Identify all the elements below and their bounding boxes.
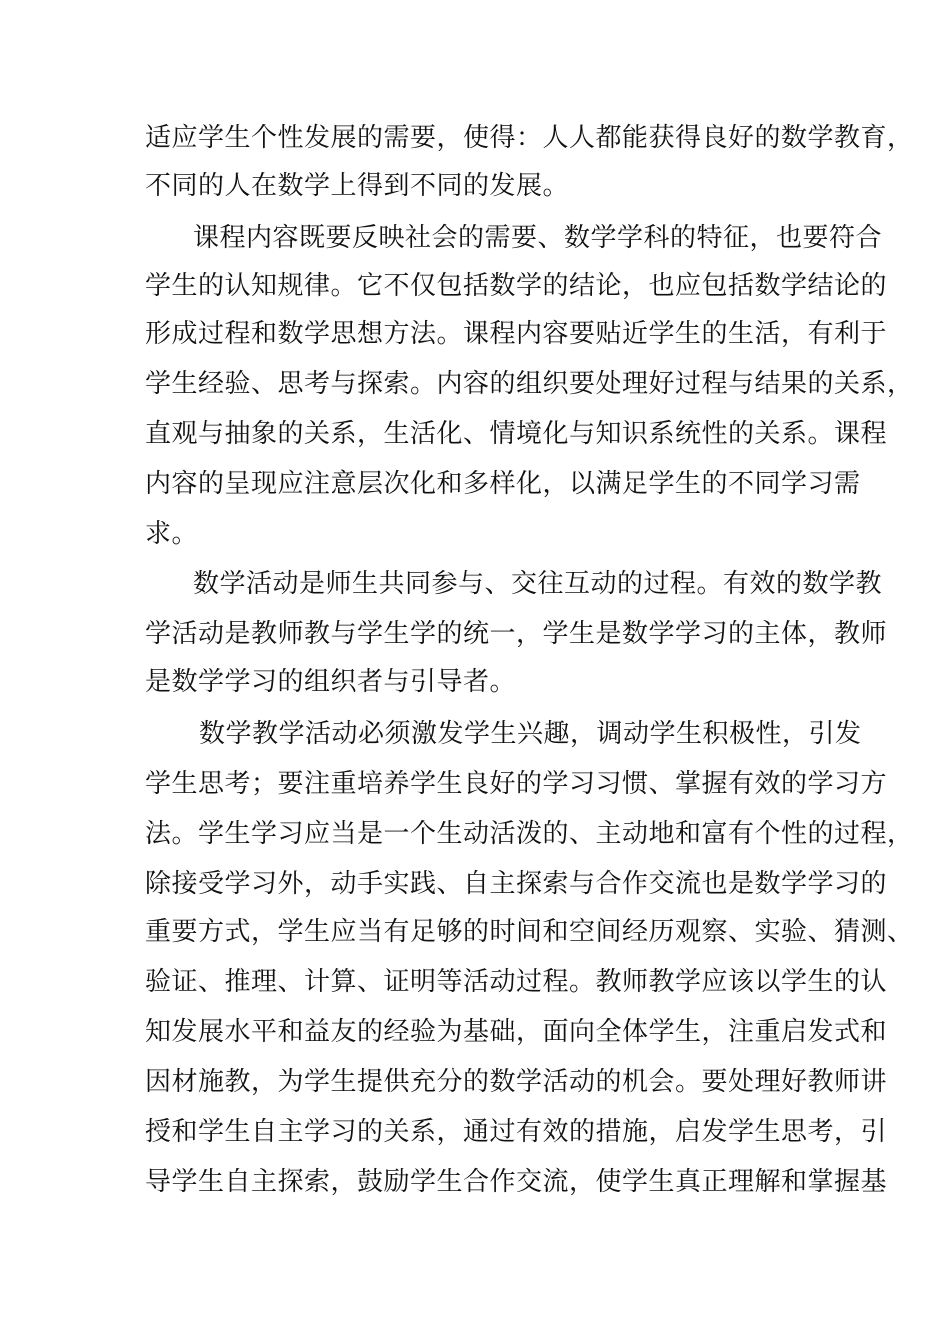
paragraph-3-line-2: 学活动是教师教与学生学的统一，学生是数学学习的主体，教师 (145, 619, 888, 649)
paragraph-3-line-3: 是数学学习的组织者与引导者。 (145, 667, 517, 697)
paragraph-4-line-1: 数学教学活动必须激发学生兴趣，调动学生积极性，引发 (199, 719, 862, 749)
paragraph-1-line-1: 适应学生个性发展的需要，使得：人人都能获得良好的数学教育， (145, 123, 914, 153)
paragraph-2-line-1: 课程内容既要反映社会的需要、数学学科的特征，也要符合 (193, 223, 883, 253)
paragraph-2-line-5: 直观与抽象的关系，生活化、情境化与知识系统性的关系。课程 (145, 419, 888, 449)
paragraph-2-line-4: 学生经验、思考与探索。内容的组织要处理好过程与结果的关系， (145, 369, 914, 399)
paragraph-4-line-7: 知发展水平和益友的经验为基础，面向全体学生，注重启发式和 (145, 1017, 888, 1047)
paragraph-2-line-7: 求。 (145, 519, 199, 549)
paragraph-4-line-6: 验证、推理、计算、证明等活动过程。教师教学应该以学生的认 (145, 967, 888, 997)
paragraph-2-line-2: 学生的认知规律。它不仅包括数学的结论，也应包括数学结论的 (145, 271, 888, 301)
paragraph-4-line-5: 重要方式，学生应当有足够的时间和空间经历观察、实验、猜测、 (145, 917, 914, 947)
paragraph-4-line-3: 法。学生学习应当是一个生动活泼的、主动地和富有个性的过程， (145, 819, 914, 849)
paragraph-4-line-2: 学生思考；要注重培养学生良好的学习习惯、掌握有效的学习方 (145, 769, 888, 799)
paragraph-4-line-10: 导学生自主探索，鼓励学生合作交流，使学生真正理解和掌握基 (145, 1167, 888, 1197)
paragraph-4-line-8: 因材施教，为学生提供充分的数学活动的机会。要处理好教师讲 (145, 1067, 888, 1097)
paragraph-3-line-1: 数学活动是师生共同参与、交往互动的过程。有效的数学教 (193, 569, 883, 599)
paragraph-4-line-4: 除接受学习外，动手实践、自主探索与合作交流也是数学学习的 (145, 869, 888, 899)
paragraph-2-line-3: 形成过程和数学思想方法。课程内容要贴近学生的生活，有利于 (145, 319, 888, 349)
paragraph-1-line-2: 不同的人在数学上得到不同的发展。 (145, 171, 570, 201)
paragraph-2-line-6: 内容的呈现应注意层次化和多样化，以满足学生的不同学习需 (145, 469, 861, 499)
paragraph-4-line-9: 授和学生自主学习的关系，通过有效的措施，启发学生思考，引 (145, 1117, 888, 1147)
